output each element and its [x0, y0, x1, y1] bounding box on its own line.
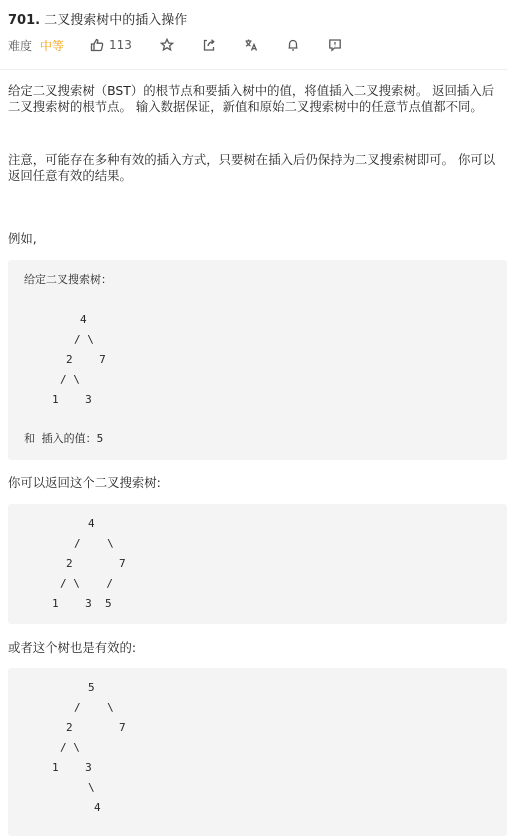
tree-line: 4: [88, 517, 95, 530]
tree-line: 2 7: [66, 721, 126, 734]
description-paragraph-2: 注意，可能存在多种有效的插入方式，只要树在插入后仍保持为二叉搜索树即可。 你可以返回任意有效的结果。: [8, 152, 496, 183]
tree-line: 1 3: [52, 393, 92, 406]
problem-title: [8, 9, 187, 28]
difficulty-label: 难度: [8, 38, 33, 53]
tree-line: 5: [88, 681, 95, 694]
example-intro: 例如,: [8, 231, 37, 246]
tree-line: / \: [60, 741, 80, 754]
insert-label: 和 插入的值：: [24, 432, 97, 445]
tree-line: / \ /: [60, 577, 113, 590]
tree-line: / \: [60, 373, 80, 386]
insert-value: 5: [96, 432, 104, 445]
tree-line: \: [88, 781, 95, 794]
example-code-block-2: [8, 504, 507, 624]
tree-line: 1 3: [52, 761, 92, 774]
tree-line: 2 7: [66, 353, 106, 366]
insert-value-label: [24, 432, 103, 446]
bell-icon[interactable]: [286, 38, 300, 52]
header-divider: [0, 69, 507, 70]
likes-count: 113: [109, 38, 132, 52]
example-heading: 给定二叉搜索树：: [24, 273, 112, 286]
description-paragraph-1: 给定二叉搜索树（BST）的根节点和要插入树中的值，将值插入二叉搜索树。 返回插入后二叉搜索树的根节点。 输入数据保证，新值和原始二叉搜索树中的任意节点值都不同。: [8, 83, 495, 114]
tree-line: 4: [80, 313, 87, 326]
example-code-block-1: [8, 260, 507, 460]
thumbs-up-icon[interactable]: [90, 38, 104, 52]
problem-name: 二叉搜索树中的插入操作: [44, 13, 188, 28]
result-intro-1: 你可以返回这个二叉搜索树:: [8, 475, 161, 490]
tree-line: 1 3 5: [52, 597, 112, 610]
tree-line: / \: [74, 537, 114, 550]
share-icon[interactable]: [202, 38, 216, 52]
feedback-icon[interactable]: [328, 38, 342, 52]
result-intro-2: 或者这个树也是有效的:: [8, 640, 137, 655]
star-icon[interactable]: [160, 38, 174, 52]
problem-meta-bar: [8, 37, 342, 53]
tree-line: / \: [74, 701, 114, 714]
problem-number: 701.: [8, 13, 41, 28]
tree-line: 2 7: [66, 557, 126, 570]
tree-line: / \: [74, 333, 94, 346]
difficulty-badge: 中等: [40, 38, 65, 53]
example-code-block-3: [8, 668, 507, 836]
tree-line: 4: [94, 801, 101, 814]
translate-icon[interactable]: [244, 38, 258, 52]
